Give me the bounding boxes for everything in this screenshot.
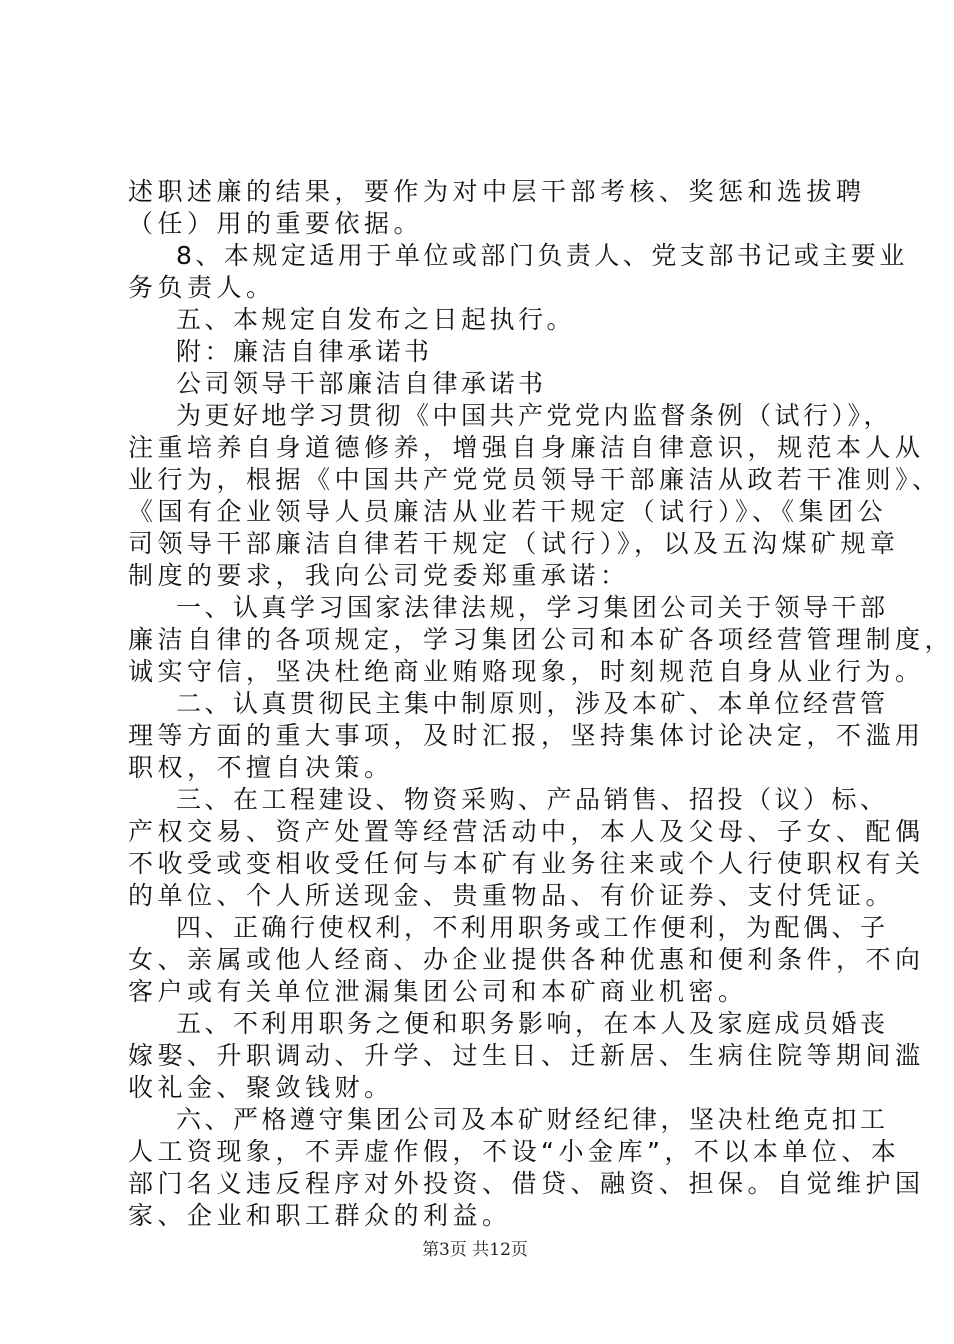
text-line: 五、不利用职务之便和职务影响，在本人及家庭成员婚丧 [176,1009,889,1038]
text-line: 诚实守信，坚决杜绝商业贿赂现象，时刻规范自身从业行为。 [128,657,925,686]
text-line: 二、认真贯彻民主集中制原则，涉及本矿、本单位经营管 [176,689,889,718]
text-line: 一、认真学习国家法律法规，学习集团公司关于领导干部 [176,593,889,622]
text-line: 收礼金、聚敛钱财。 [128,1073,394,1102]
text-line: （任）用的重要依据。 [128,209,424,238]
text-line: 制度的要求，我向公司党委郑重承诺： [128,561,630,590]
text-line: 理等方面的重大事项，及时汇报，坚持集体讨论决定，不滥用 [128,721,925,750]
text-line: 附：廉洁自律承诺书 [176,337,433,366]
page-footer: 第3页 共12页 [422,1240,528,1260]
text-line: 嫁娶、升职调动、升学、过生日、迁新居、生病住院等期间滥 [128,1041,925,1070]
text-line: 廉洁自律的各项规定，学习集团公司和本矿各项经营管理制度， [128,625,954,654]
text-line: 四、正确行使权利，不利用职务或工作便利，为配偶、子 [176,913,889,942]
text-line: 《国有企业领导人员廉洁从业若干规定（试行）》、《集团公 [128,497,888,526]
text-line: 部门名义违反程序对外投资、借贷、融资、担保。自觉维护国 [128,1169,925,1198]
text-line: 三、在工程建设、物资采购、产品销售、招投（议）标、 [176,785,889,814]
text-line: 注重培养自身道德修养，增强自身廉洁自律意识，规范本人从 [128,433,925,462]
text-line: 公司领导干部廉洁自律承诺书 [176,369,547,398]
text-line: 述职述廉的结果，要作为对中层干部考核、奖惩和选拔聘 [128,177,866,206]
text-line: 职权，不擅自决策。 [128,753,394,782]
text-line: 司领导干部廉洁自律若干规定（试行）》，以及五沟煤矿规章 [128,529,900,558]
text-line: 家、企业和职工群众的利益。 [128,1201,512,1230]
text-line: 六、严格遵守集团公司及本矿财经纪律，坚决杜绝克扣工 [176,1105,889,1134]
text-line: 五、本规定自发布之日起执行。 [176,305,576,334]
text-line: 人工资现象，不弄虚作假，不设“小金库”，不以本单位、本 [128,1137,901,1166]
text-line: 女、亲属或他人经商、办企业提供各种优惠和便利条件，不向 [128,945,925,974]
text-line: 不收受或变相收受任何与本矿有业务往来或个人行使职权有关 [128,849,925,878]
text-line: 产权交易、资产处置等经营活动中，本人及父母、子女、配偶 [128,817,925,846]
text-line: 8、本规定适用于单位或部门负责人、党支部书记或主要业 [176,241,908,270]
document-body [128,176,954,1232]
text-line: 客户或有关单位泄漏集团公司和本矿商业机密。 [128,977,748,1006]
text-line: 务负责人。 [128,273,276,302]
text-line: 业行为，根据《中国共产党党员领导干部廉洁从政若干准则》、 [128,465,942,494]
text-line: 为更好地学习贯彻《中国共产党党内监督条例（试行）》， [176,401,893,430]
text-line: 的单位、个人所送现金、贵重物品、有价证券、支付凭证。 [128,881,896,910]
